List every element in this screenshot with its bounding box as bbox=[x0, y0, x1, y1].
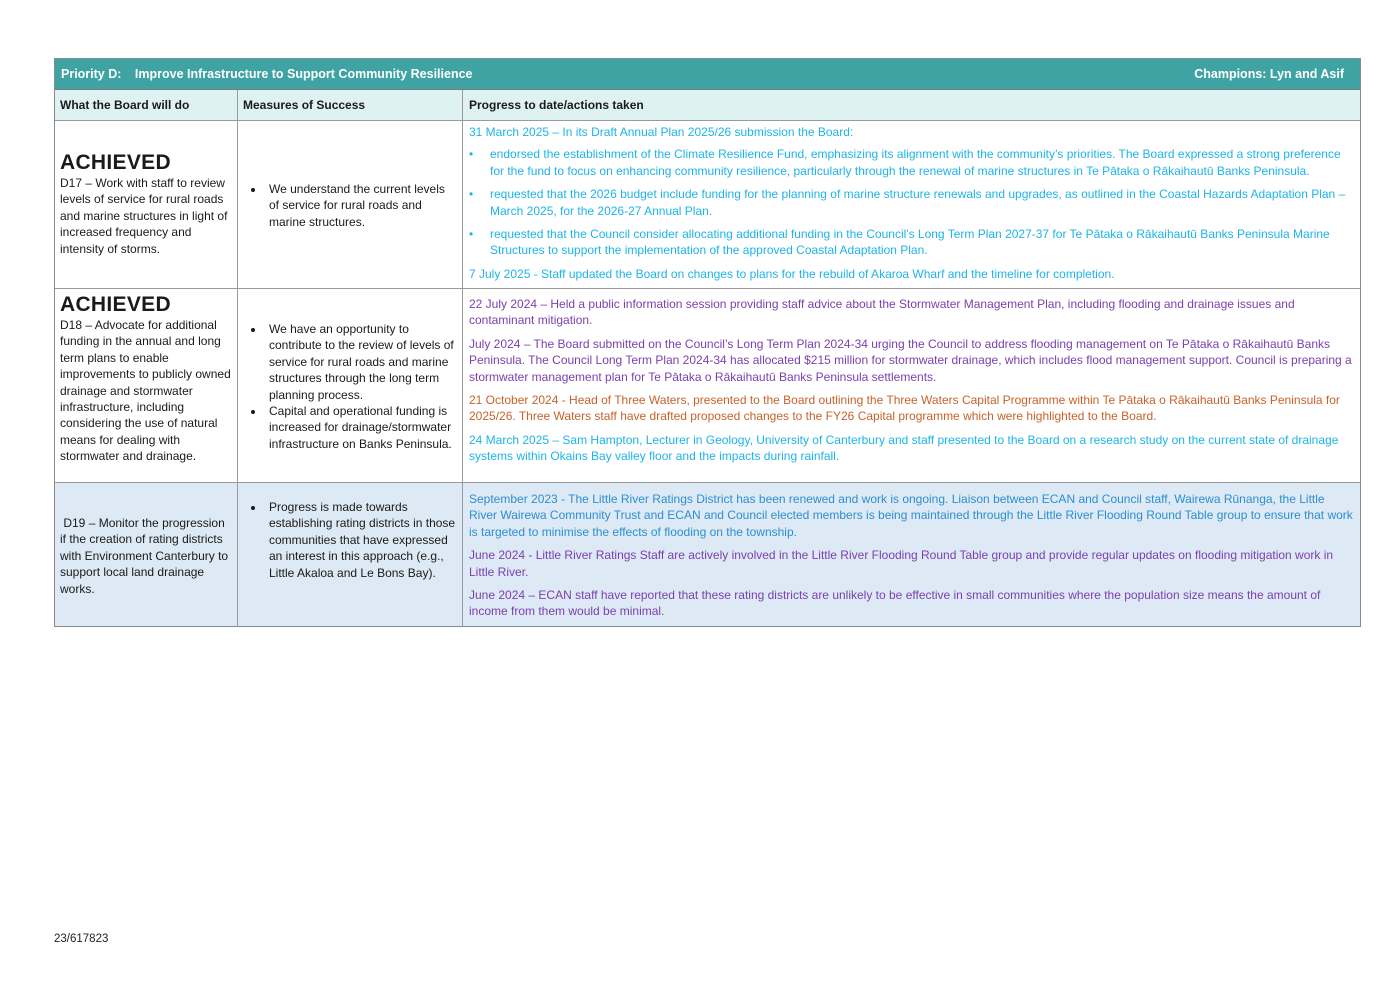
progress-bullet: • requested that the 2026 budget include funding for the planning of marine structure renewals and upgrades, as outlined in the Coastal Hazards Adaptation Plan – March 2025, for the 2026-27 Annual Plan. bbox=[469, 186, 1354, 219]
action-text: D19 – Monitor the progression if the creation of rating districts with Environment Canterbury to support local land drainage works. bbox=[60, 516, 232, 596]
progress-entry: 22 July 2024 – Held a public information session providing staff advice about the Stormwater Management Plan, including flooding and drainage issues and contaminant mitigation. bbox=[469, 297, 1295, 328]
progress-cell bbox=[463, 483, 1360, 626]
action-cell bbox=[55, 483, 238, 626]
status-achieved: ACHIEVED bbox=[60, 293, 171, 316]
measures-cell bbox=[238, 483, 463, 626]
priority-title: Improve Infrastructure to Support Community Resilience bbox=[134, 67, 473, 81]
progress-entry: June 2024 - Little River Ratings Staff are actively involved in the Little River Flooding Round Table group and provide regular updates on flooding mitigation work in Little River. bbox=[469, 548, 1334, 579]
action-text: D18 – Advocate for additional funding in the annual and long term plans to enable improvements to publicly owned drainage and stormwater infrastructure, including considering the use of natural means for dealing with stormwater and drainage. bbox=[60, 318, 231, 464]
action-cell bbox=[55, 121, 238, 288]
priority-table bbox=[54, 58, 1361, 627]
measures-cell bbox=[238, 289, 463, 482]
column-header-measures: Measures of Success bbox=[238, 90, 463, 120]
progress-cell bbox=[463, 289, 1360, 482]
measure-item: • We understand the current levels of service for rural roads and marine structures. bbox=[265, 181, 457, 230]
progress-bullet: • requested that the Council consider allocating additional funding in the Council's Long Term Plan 2027-37 for Te Pātaka o Rākaihautū Banks Peninsula Marine Structures to support the implementation of the approved Coastal Adaptation Plan. bbox=[469, 226, 1354, 259]
progress-entry: 7 July 2025 - Staff updated the Board on changes to plans for the rebuild of Akaroa Wharf and the timeline for completion. bbox=[469, 266, 1115, 281]
column-header-action: What the Board will do bbox=[55, 90, 238, 120]
champions: Champions: Lyn and Asif bbox=[1194, 67, 1344, 81]
measure-item: • We have an opportunity to contribute to the review of levels of service for rural roads and marine structures through the long term planning process. bbox=[265, 321, 457, 403]
priority-title-bar bbox=[55, 59, 1360, 90]
progress-bullet: • endorsed the establishment of the Climate Resilience Fund, emphasizing its alignment with the community’s priorities. The Board expressed a strong preference for the fund to focus on enhancing community resilience, particularly through the renewal of marine structures in Te Pātaka o Rākaihautū Banks Peninsula. bbox=[469, 146, 1354, 179]
progress-entry: 21 October 2024 - Head of Three Waters, presented to the Board outlining the Three Waters Capital Programme within Te Pātaka o Rākaihautū Banks Peninsula for 2025/26. Three Waters staff have drafted proposed changes to the FY26 Capital programme which were highlighted to the Board. bbox=[469, 393, 1340, 424]
table-row-d19 bbox=[55, 483, 1360, 626]
progress-entry: July 2024 – The Board submitted on the Council’s Long Term Plan 2024-34 urging the Council to address flooding management on Te Pātaka o Rākaihautū Banks Peninsula. The Council Long Term Plan 2024-34 has allocated $215 million for stormwater drainage, which includes flood management support. Council is preparing a stormwater management plan for Te Pātaka o Rākaihautū Banks Peninsula settlements. bbox=[469, 336, 1352, 384]
action-text: D17 – Work with staff to review levels of service for rural roads and marine structures in light of increased frequency and intensity of storms. bbox=[60, 176, 228, 256]
action-cell bbox=[55, 289, 238, 482]
measure-item: • Capital and operational funding is increased for drainage/stormwater infrastructure on Banks Peninsula. bbox=[265, 403, 457, 452]
progress-entry: September 2023 - The Little River Ratings District has been renewed and work is ongoing. Liaison between ECAN and Council staff, Wairewa Rūnanga, the Little River Wairewa Community Trust and ECAN and Council elected members is being maintained through the Little River Flooding Round Table group to ensure that work is targeted to minimise the effects of flooding on the township. bbox=[469, 492, 1353, 539]
column-header-progress: Progress to date/actions taken bbox=[469, 98, 644, 112]
column-header-row bbox=[55, 90, 1360, 121]
progress-entry: 24 March 2025 – Sam Hampton, Lecturer in Geology, University of Canterbury and staff presented to the Board on a research study on the current state of drainage systems within Okains Bay valley floor and the impacts during rainfall. bbox=[469, 432, 1339, 464]
measure-item: • Progress is made towards establishing rating districts in those communities that have expressed an interest in this approach (e.g., Little Akaloa and Le Bons Bay). bbox=[265, 499, 457, 581]
progress-entry: 31 March 2025 – In its Draft Annual Plan 2025/26 submission the Board: bbox=[469, 125, 854, 139]
document-reference: 23/617823 bbox=[54, 933, 109, 945]
table-row-d18 bbox=[55, 289, 1360, 483]
priority-label: Priority D: bbox=[61, 67, 122, 81]
progress-cell bbox=[463, 121, 1360, 288]
status-achieved: ACHIEVED bbox=[60, 151, 171, 174]
progress-entry: June 2024 – ECAN staff have reported that these rating districts are unlikely to be effective in small communities where the population size means the amount of income from them would be minimal. bbox=[469, 588, 1321, 619]
measures-cell bbox=[238, 121, 463, 288]
table-row-d17 bbox=[55, 121, 1360, 289]
